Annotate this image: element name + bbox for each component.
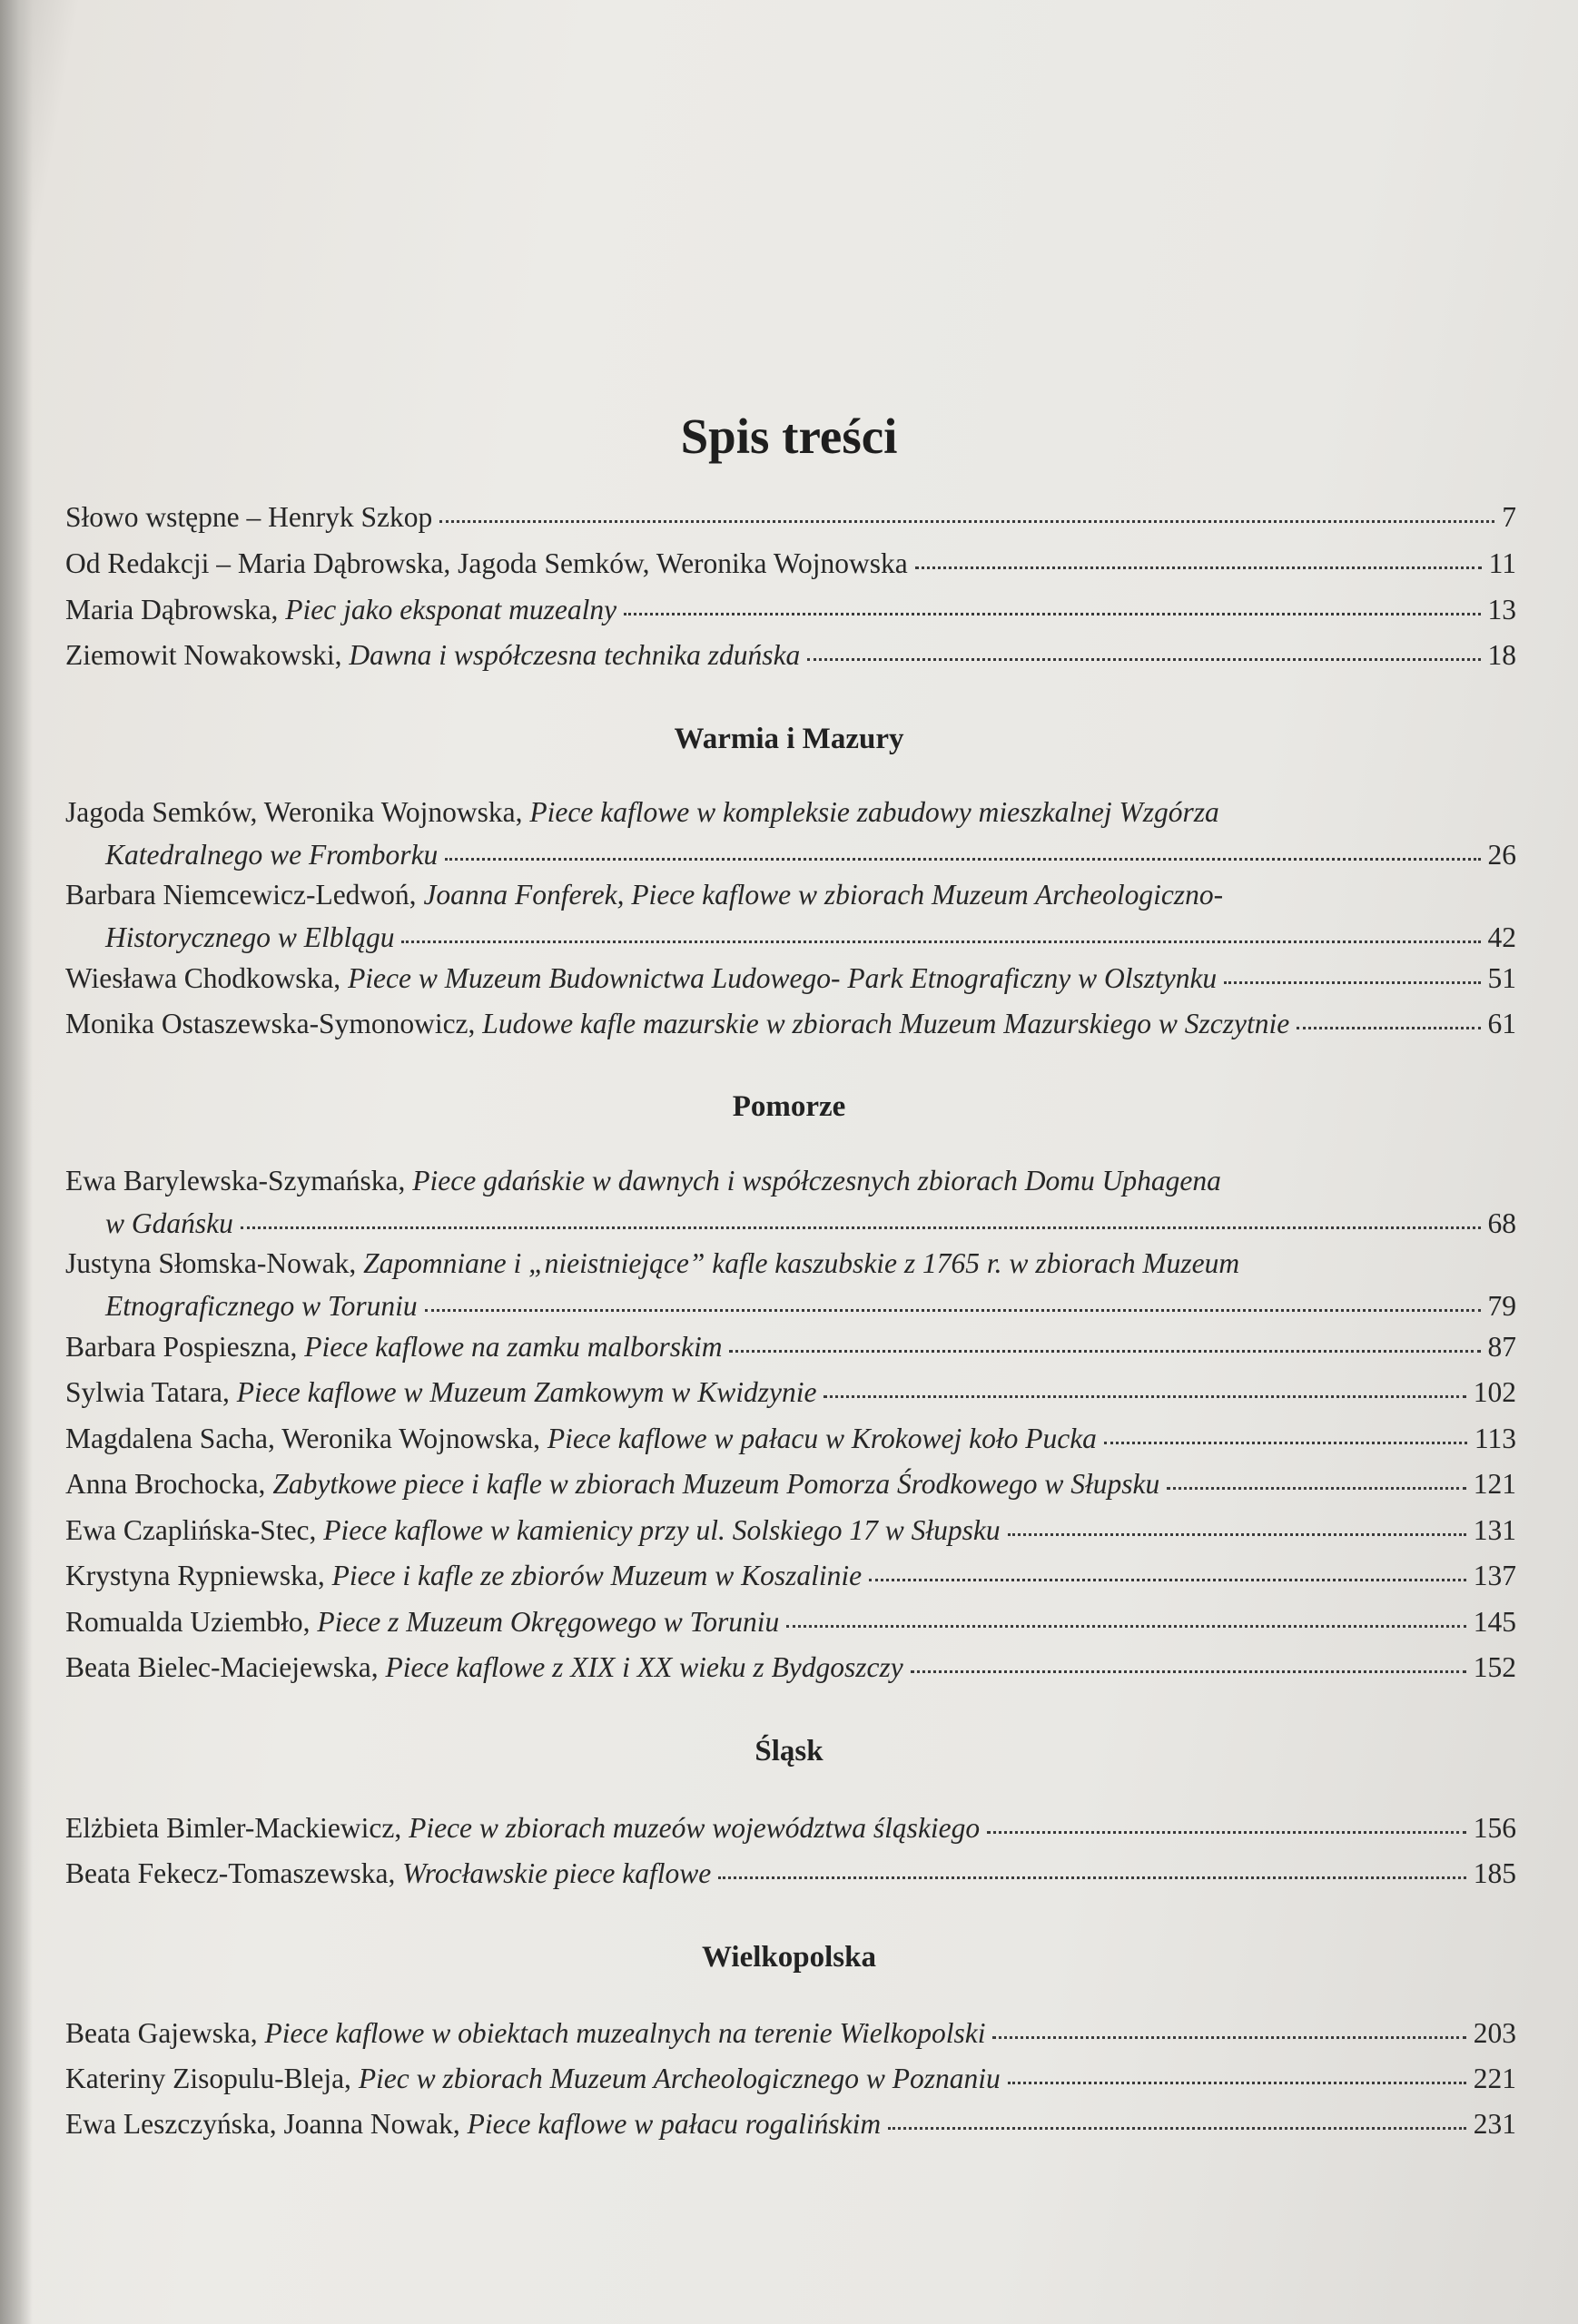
- section-heading: Wielkopolska: [702, 1941, 876, 1974]
- entry-title: Piece z Muzeum Okręgowego w Toruniu: [317, 1606, 780, 1638]
- entry-author: Wiesława Chodkowska,: [65, 962, 341, 994]
- entry-title: Zapomniane i „nieistniejące” kafle kaszubskie z 1765 r. w zbiorach Muzeum: [363, 1247, 1240, 1279]
- dot-leader: [987, 1831, 1466, 1834]
- entry-author: Barbara Pospieszna,: [65, 1331, 298, 1363]
- toc-entry: [65, 1600, 1516, 1643]
- entry-title-continued: w Gdańsku: [105, 1207, 233, 1239]
- entry-author: Krystyna Rypniewska,: [65, 1560, 325, 1591]
- entry-title: Wrocławskie piece kaflowe: [402, 1857, 712, 1889]
- toc-entry: [65, 2012, 1516, 2054]
- dot-leader: [1224, 981, 1480, 984]
- dot-leader: [241, 1226, 1481, 1229]
- entry-title: Piece kaflowe z XIX i XX wieku z Bydgoszczy: [385, 1651, 903, 1683]
- dot-leader: [786, 1625, 1466, 1628]
- dot-leader: [1104, 1442, 1467, 1444]
- entry-title: Piece w zbiorach muzeów województwa śląskiego: [409, 1812, 981, 1844]
- entry-title: Joanna Fonferek, Piece kaflowe w zbiorach Muzeum Archeologiczno-: [423, 879, 1224, 911]
- entry-author: Beata Bielec-Maciejewska,: [65, 1651, 379, 1683]
- toc-entry: [65, 1852, 1516, 1895]
- section-heading: Warmia i Mazury: [674, 723, 904, 755]
- entry-title: Piece i kafle ze zbiorów Muzeum w Koszalinie: [331, 1560, 863, 1591]
- entry-page-number: 79: [1487, 1290, 1516, 1322]
- toc-entry: [65, 542, 1516, 585]
- entry-page-number: 185: [1473, 1857, 1516, 1889]
- entry-author: Sylwia Tatara,: [65, 1376, 230, 1408]
- toc-entry: [65, 1554, 1516, 1597]
- entry-author: Słowo wstępne – Henryk Szkop: [65, 501, 433, 533]
- toc-entry: [65, 1807, 1516, 1849]
- dot-leader: [439, 520, 1494, 523]
- toc-entry: [65, 1509, 1516, 1551]
- toc-entry: [65, 1417, 1516, 1460]
- dot-leader: [911, 1670, 1466, 1673]
- entry-page-number: 145: [1473, 1606, 1516, 1638]
- dot-leader: [624, 613, 1480, 615]
- toc-title: Spis treści: [680, 409, 898, 464]
- entry-page-number: 231: [1473, 2108, 1516, 2140]
- dot-leader: [824, 1395, 1465, 1398]
- toc-entry: [65, 1159, 1516, 1245]
- dot-leader: [1008, 2082, 1466, 2084]
- entry-author: Barbara Niemcewicz-Ledwoń,: [65, 879, 417, 911]
- toc-entry: [65, 496, 1516, 538]
- entry-page-number: 68: [1487, 1207, 1516, 1239]
- entry-author: Jagoda Semków, Weronika Wojnowska,: [65, 796, 523, 828]
- dot-leader: [869, 1579, 1466, 1581]
- entry-title: Ludowe kafle mazurskie w zbiorach Muzeum Mazurskiego w Szczytnie: [482, 1008, 1290, 1039]
- entry-title: Piece kaflowe na zamku malborskim: [304, 1331, 723, 1363]
- entry-page-number: 61: [1487, 1008, 1516, 1039]
- toc-entry: [65, 634, 1516, 676]
- entry-page-number: 13: [1487, 594, 1516, 625]
- entry-page-number: 42: [1487, 921, 1516, 953]
- entry-title: Piece kaflowe w pałacu rogalińskim: [467, 2108, 882, 2140]
- dot-leader: [445, 858, 1480, 861]
- entry-author: Ewa Czaplińska-Stec,: [65, 1514, 317, 1546]
- entry-title: Piece gdańskie w dawnych i współczesnych zbiorach Domu Uphagena: [412, 1165, 1221, 1196]
- entry-page-number: 113: [1474, 1423, 1516, 1454]
- entry-author: Romualda Uziembło,: [65, 1606, 311, 1638]
- entry-title: Piece kaflowe w Muzeum Zamkowym w Kwidzynie: [236, 1376, 817, 1408]
- entry-page-number: 156: [1473, 1812, 1516, 1844]
- entry-title-continued: Katedralnego we Fromborku: [105, 839, 439, 871]
- entry-title: Piece kaflowe w kompleksie zabudowy mieszkalnej Wzgórza: [529, 796, 1219, 828]
- entry-title: Piece kaflowe w kamienicy przy ul. Solskiego 17 w Słupsku: [323, 1514, 1001, 1546]
- entry-page-number: 26: [1487, 839, 1516, 871]
- entry-title-continued: Etnograficznego w Toruniu: [105, 1290, 418, 1322]
- entry-page-number: 18: [1487, 639, 1516, 671]
- toc-entry: [65, 1002, 1516, 1045]
- entry-title-continued: Historycznego w Elblągu: [105, 921, 395, 953]
- entry-author: Maria Dąbrowska,: [65, 594, 279, 625]
- entry-title: Piece kaflowe w pałacu w Krokowej koło Pucka: [547, 1423, 1097, 1454]
- entry-author: Od Redakcji – Maria Dąbrowska, Jagoda Semków, Weronika Wojnowska: [65, 547, 908, 579]
- dot-leader: [888, 2127, 1466, 2130]
- section-heading: Śląsk: [754, 1735, 824, 1768]
- dot-leader: [807, 658, 1480, 661]
- toc-entry: [65, 1242, 1516, 1327]
- entry-author: Ewa Barylewska-Szymańska,: [65, 1165, 406, 1196]
- entry-page-number: 203: [1473, 2017, 1516, 2049]
- entry-author: Ewa Leszczyńska, Joanna Nowak,: [65, 2108, 460, 2140]
- entry-page-number: 131: [1473, 1514, 1516, 1546]
- entry-author: Justyna Słomska-Nowak,: [65, 1247, 357, 1279]
- entry-title: Piec w zbiorach Muzeum Archeologicznego w Poznaniu: [358, 2063, 1001, 2094]
- dot-leader: [1297, 1027, 1480, 1029]
- dot-leader: [718, 1876, 1466, 1879]
- toc-entry: [65, 2102, 1516, 2145]
- entry-title: Zabytkowe piece i kafle w zbiorach Muzeum Pomorza Środkowego w Słupsku: [272, 1468, 1160, 1500]
- dot-leader: [729, 1350, 1480, 1353]
- entry-title: Dawna i współczesna technika zduńska: [349, 639, 801, 671]
- dot-leader: [1008, 1533, 1466, 1536]
- dot-leader: [425, 1309, 1481, 1312]
- toc-entry: [65, 2057, 1516, 2100]
- toc-entry: [65, 1371, 1516, 1413]
- entry-title: Piece w Muzeum Budownictwa Ludowego- Park Etnograficzny w Olsztynku: [348, 962, 1218, 994]
- entry-title: Piece kaflowe w obiektach muzealnych na terenie Wielkopolski: [264, 2017, 986, 2049]
- entry-author: Beata Fekecz-Tomaszewska,: [65, 1857, 396, 1889]
- toc-entry: [65, 1325, 1516, 1368]
- dot-leader: [401, 940, 1480, 943]
- dot-leader: [1167, 1487, 1465, 1490]
- entry-author: Anna Brochocka,: [65, 1468, 266, 1500]
- entry-page-number: 221: [1473, 2063, 1516, 2094]
- entry-author: Ziemowit Nowakowski,: [65, 639, 342, 671]
- section-heading: Pomorze: [732, 1090, 846, 1123]
- entry-page-number: 51: [1487, 962, 1516, 994]
- entry-author: Beata Gajewska,: [65, 2017, 258, 2049]
- entry-page-number: 7: [1502, 501, 1516, 533]
- toc-entry: [65, 957, 1516, 1000]
- toc-entry: [65, 1462, 1516, 1505]
- entry-page-number: 102: [1473, 1376, 1516, 1408]
- toc-entry: [65, 791, 1516, 876]
- entry-page-number: 11: [1488, 547, 1516, 579]
- entry-author: Monika Ostaszewska-Symonowicz,: [65, 1008, 476, 1039]
- dot-leader: [915, 566, 1482, 569]
- toc-entry: [65, 1646, 1516, 1689]
- entry-page-number: 121: [1473, 1468, 1516, 1500]
- entry-title: Piec jako eksponat muzealny: [285, 594, 617, 625]
- entry-page-number: 87: [1487, 1331, 1516, 1363]
- entry-author: Elżbieta Bimler-Mackiewicz,: [65, 1812, 402, 1844]
- entry-page-number: 152: [1473, 1651, 1516, 1683]
- toc-entry: [65, 873, 1516, 959]
- dot-leader: [992, 2036, 1465, 2039]
- entry-author: Magdalena Sacha, Weronika Wojnowska,: [65, 1423, 540, 1454]
- toc-entry: [65, 588, 1516, 631]
- entry-author: Kateriny Zisopulu-Bleja,: [65, 2063, 351, 2094]
- entry-page-number: 137: [1473, 1560, 1516, 1591]
